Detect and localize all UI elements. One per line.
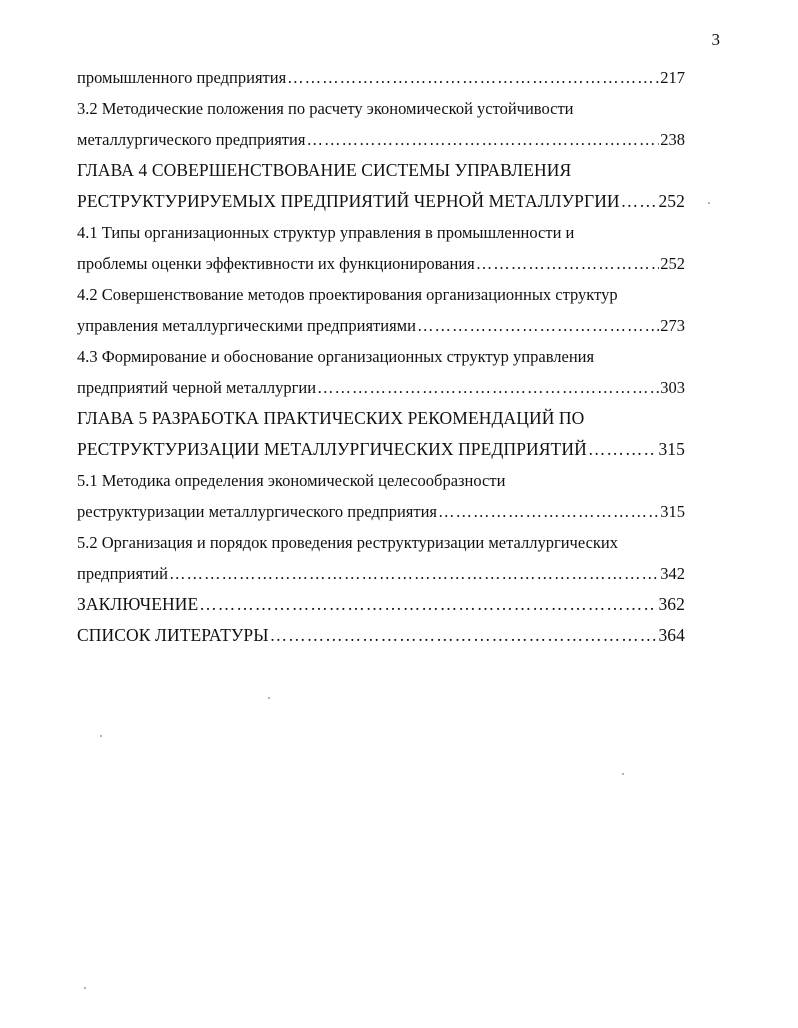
scan-speck — [100, 735, 102, 737]
toc-page-number: 364 — [658, 625, 685, 645]
toc-entry-text: 4.2 Совершенствование методов проектирования организационных структур — [77, 285, 618, 304]
toc-page-number: 238 — [660, 130, 685, 149]
toc-line — [77, 124, 685, 155]
dot-leader — [476, 248, 660, 279]
dot-leader — [169, 558, 659, 589]
scan-speck — [622, 773, 624, 775]
toc-entry-text: промышленного предприятия — [77, 68, 287, 87]
toc-chapter-text: РЕСТРУКТУРИЗАЦИИ МЕТАЛЛУРГИЧЕСКИХ ПРЕДПРИЯТИЙ — [77, 439, 587, 459]
dot-leader — [270, 620, 658, 651]
toc-page-number: 315 — [660, 502, 685, 521]
toc-chapter-text: РЕСТРУКТУРИРУЕМЫХ ПРЕДПРИЯТИЙ ЧЕРНОЙ МЕТАЛЛУРГИИ — [77, 191, 620, 211]
toc-line — [77, 248, 685, 279]
scan-speck — [268, 697, 270, 699]
toc-line — [77, 372, 685, 403]
toc-entry-text: реструктуризации металлургического предприятия — [77, 502, 438, 521]
toc-line — [77, 527, 685, 558]
toc-chapter-line — [77, 186, 685, 217]
toc-chapter-text: СПИСОК ЛИТЕРАТУРЫ — [77, 625, 269, 645]
toc-page-number: 303 — [660, 378, 685, 397]
toc-entry-text: предприятий черной металлургии — [77, 378, 317, 397]
toc-entry-text: 5.1 Методика определения экономической целесообразности — [77, 471, 506, 490]
toc-entry-text: металлургического предприятия — [77, 130, 306, 149]
toc-chapter-line — [77, 155, 685, 186]
toc-entry-text: 3.2 Методические положения по расчету экономической устойчивости — [77, 99, 574, 118]
toc-line — [77, 496, 685, 527]
dot-leader — [438, 496, 659, 527]
dot-leader — [317, 372, 659, 403]
toc-page-number: 342 — [660, 564, 685, 583]
toc-page-number: 217 — [660, 68, 685, 87]
toc-line — [77, 62, 685, 93]
toc-line — [77, 465, 685, 496]
toc-line — [77, 279, 685, 310]
dot-leader — [588, 434, 658, 465]
toc-chapter-line — [77, 403, 685, 434]
toc-chapter-line — [77, 620, 685, 651]
toc-page-number: 273 — [660, 316, 685, 335]
toc-page-number: 315 — [658, 439, 685, 459]
toc-entry-text: 4.3 Формирование и обоснование организационных структур управления — [77, 347, 595, 366]
toc-chapter-line — [77, 434, 685, 465]
toc-line — [77, 558, 685, 589]
dot-leader — [287, 62, 659, 93]
toc-page-number: 252 — [658, 191, 685, 211]
table-of-contents — [77, 62, 685, 651]
toc-entry-text: предприятий — [77, 564, 168, 583]
toc-entry-text: 4.1 Типы организационных структур управления в промышленности и — [77, 223, 575, 242]
dot-leader — [417, 310, 659, 341]
page-number: 3 — [711, 30, 720, 49]
scan-speck — [708, 202, 710, 204]
dot-leader — [306, 124, 659, 155]
dot-leader — [199, 589, 657, 620]
toc-line — [77, 217, 685, 248]
toc-line — [77, 310, 685, 341]
toc-entry-text: управления металлургическими предприятиями — [77, 316, 416, 335]
toc-line — [77, 93, 685, 124]
toc-chapter-text: ГЛАВА 5 РАЗРАБОТКА ПРАКТИЧЕСКИХ РЕКОМЕНДАЦИЙ ПО — [77, 408, 585, 428]
dot-leader — [621, 186, 658, 217]
scan-speck — [84, 987, 86, 989]
toc-chapter-text: ЗАКЛЮЧЕНИЕ — [77, 594, 199, 614]
toc-chapter-line — [77, 589, 685, 620]
toc-entry-text: проблемы оценки эффективности их функционирования — [77, 254, 475, 273]
toc-entry-text: 5.2 Организация и порядок проведения реструктуризации металлургических — [77, 533, 619, 552]
toc-line — [77, 341, 685, 372]
toc-page-number: 252 — [660, 254, 685, 273]
toc-page-number: 362 — [658, 594, 685, 614]
toc-chapter-text: ГЛАВА 4 СОВЕРШЕНСТВОВАНИЕ СИСТЕМЫ УПРАВЛЕНИЯ — [77, 160, 572, 180]
